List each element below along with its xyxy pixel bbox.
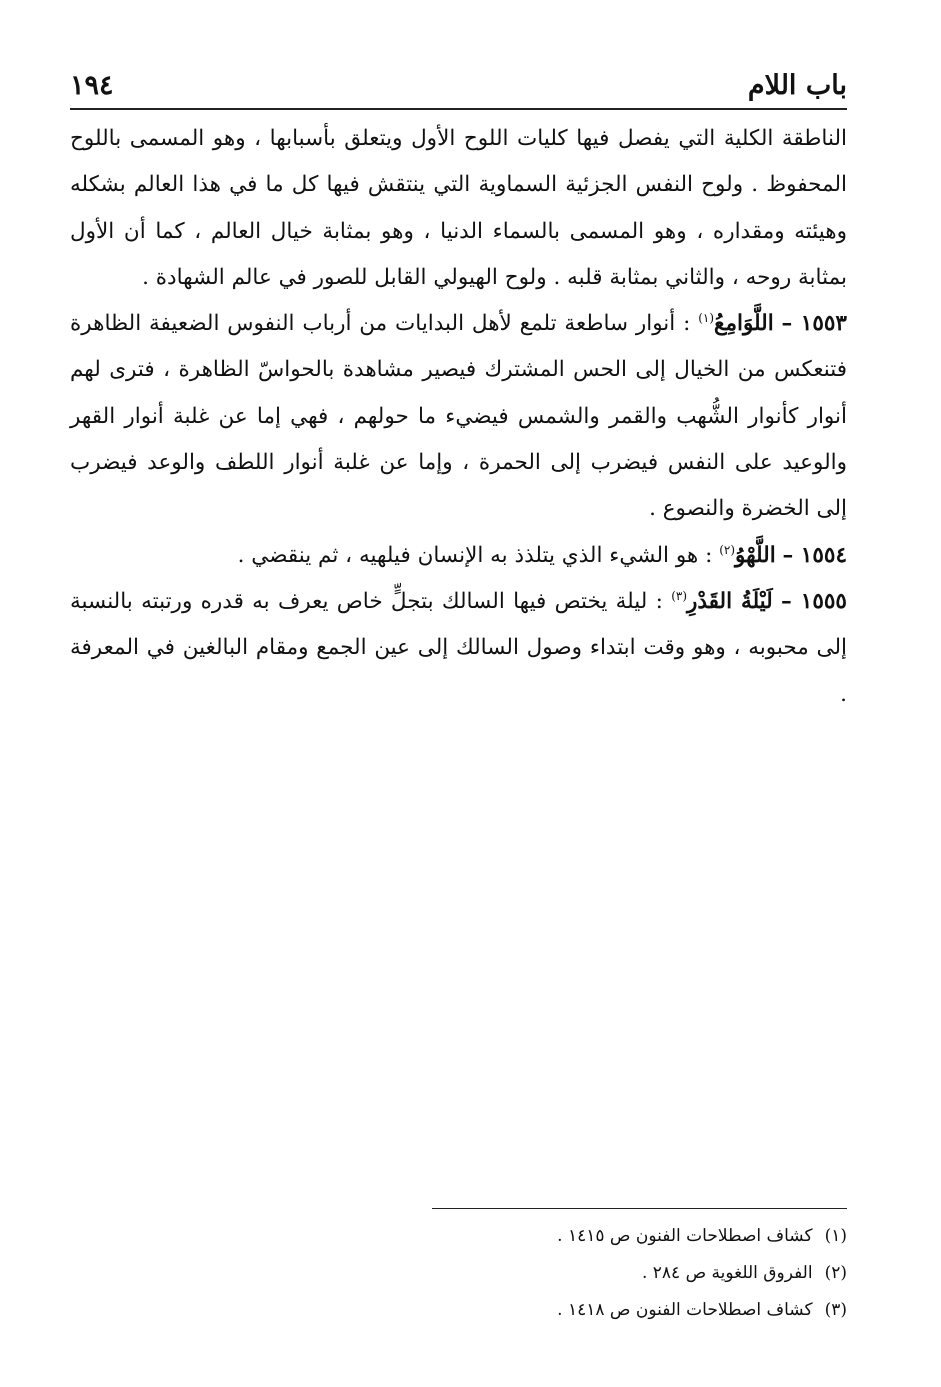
- footnote-mark: (٣): [824, 1300, 847, 1320]
- entry-term: اللَّهْوُ: [735, 542, 776, 568]
- footnote-mark: (١): [824, 1226, 847, 1246]
- entry-1554: [70, 533, 847, 579]
- entry-number: ١٥٥٣ –: [781, 311, 847, 337]
- footnote-1: [432, 1218, 847, 1255]
- chapter-title: باب اللام: [747, 70, 847, 101]
- entry-number: ١٥٥٥ –: [781, 588, 847, 614]
- footnote-reference: (٣): [671, 588, 688, 603]
- footnote-divider: [432, 1208, 847, 1209]
- header-divider: [70, 108, 847, 110]
- footnote-text: الفروق اللغوية ص ٢٨٤ .: [641, 1263, 813, 1283]
- page-number: ١٩٤: [70, 70, 114, 101]
- entry-definition: : أنوار ساطعة تلمع لأهل البدايات من أرباب النفوس الضعيفة الظاهرة فتنعكس من الخيال إلى الحس المشترك فيصير مشاهدة بالحواسّ الظاهرة ، فترى لهم أنوار كأنوار الشُّهب والقمر والشمس فيضيء ما حولهم ، فهي إما عن غلبة أنوار القهر والوعيد على النفس فيضرب إلى الحمرة ، وإما عن غلبة أنوار اللطف والوعد فيضرب إلى الخضرة والنصوع .: [70, 311, 847, 522]
- entry-term: لَيْلَةُ القَدْرِ: [687, 588, 773, 614]
- footnote-text: كشاف اصطلاحات الفنون ص ١٤١٥ .: [557, 1226, 813, 1246]
- footnote-mark: (٢): [824, 1263, 847, 1283]
- entry-definition: : ليلة يختص فيها السالك بتجلٍّ خاص يعرف به قدره ورتبته بالنسبة إلى محبوبه ، وهو وقت ابتداء وصول السالك إلى عين الجمع ومقام البالغين في المعرفة .: [70, 588, 847, 707]
- page-header: [70, 68, 847, 104]
- footnote-3: [432, 1292, 847, 1329]
- entry-number: ١٥٥٤ –: [782, 542, 847, 568]
- footnotes: [432, 1218, 847, 1329]
- intro-paragraph: الناطقة الكلية التي يفصل فيها كليات اللوح الأول ويتعلق بأسبابها ، وهو المسمى باللوح المحفوظ . ولوح النفس الجزئية السماوية التي ينتقش فيها كل ما في هذا العالم بشكله وهيئته ومقداره ، وهو المسمى بالسماء الدنيا ، وهو بمثابة خيال العالم ، كما أن الأول بمثابة روحه ، والثاني بمثابة قلبه . ولوح الهيولي القابل للصور في عالم الشهادة .: [70, 126, 847, 290]
- entry-1555: [70, 579, 847, 718]
- footnote-text: كشاف اصطلاحات الفنون ص ١٤١٨ .: [557, 1300, 813, 1320]
- footnote-reference: (١): [698, 311, 715, 326]
- entry-term: اللَّوَامِعُ: [714, 311, 774, 337]
- footnote-2: [432, 1255, 847, 1292]
- main-text: [70, 116, 847, 718]
- footnote-reference: (٢): [719, 542, 736, 557]
- entry-definition: : هو الشيء الذي يتلذذ به الإنسان فيلهيه ، ثم ينقضي .: [237, 542, 713, 568]
- entry-1553: [70, 301, 847, 532]
